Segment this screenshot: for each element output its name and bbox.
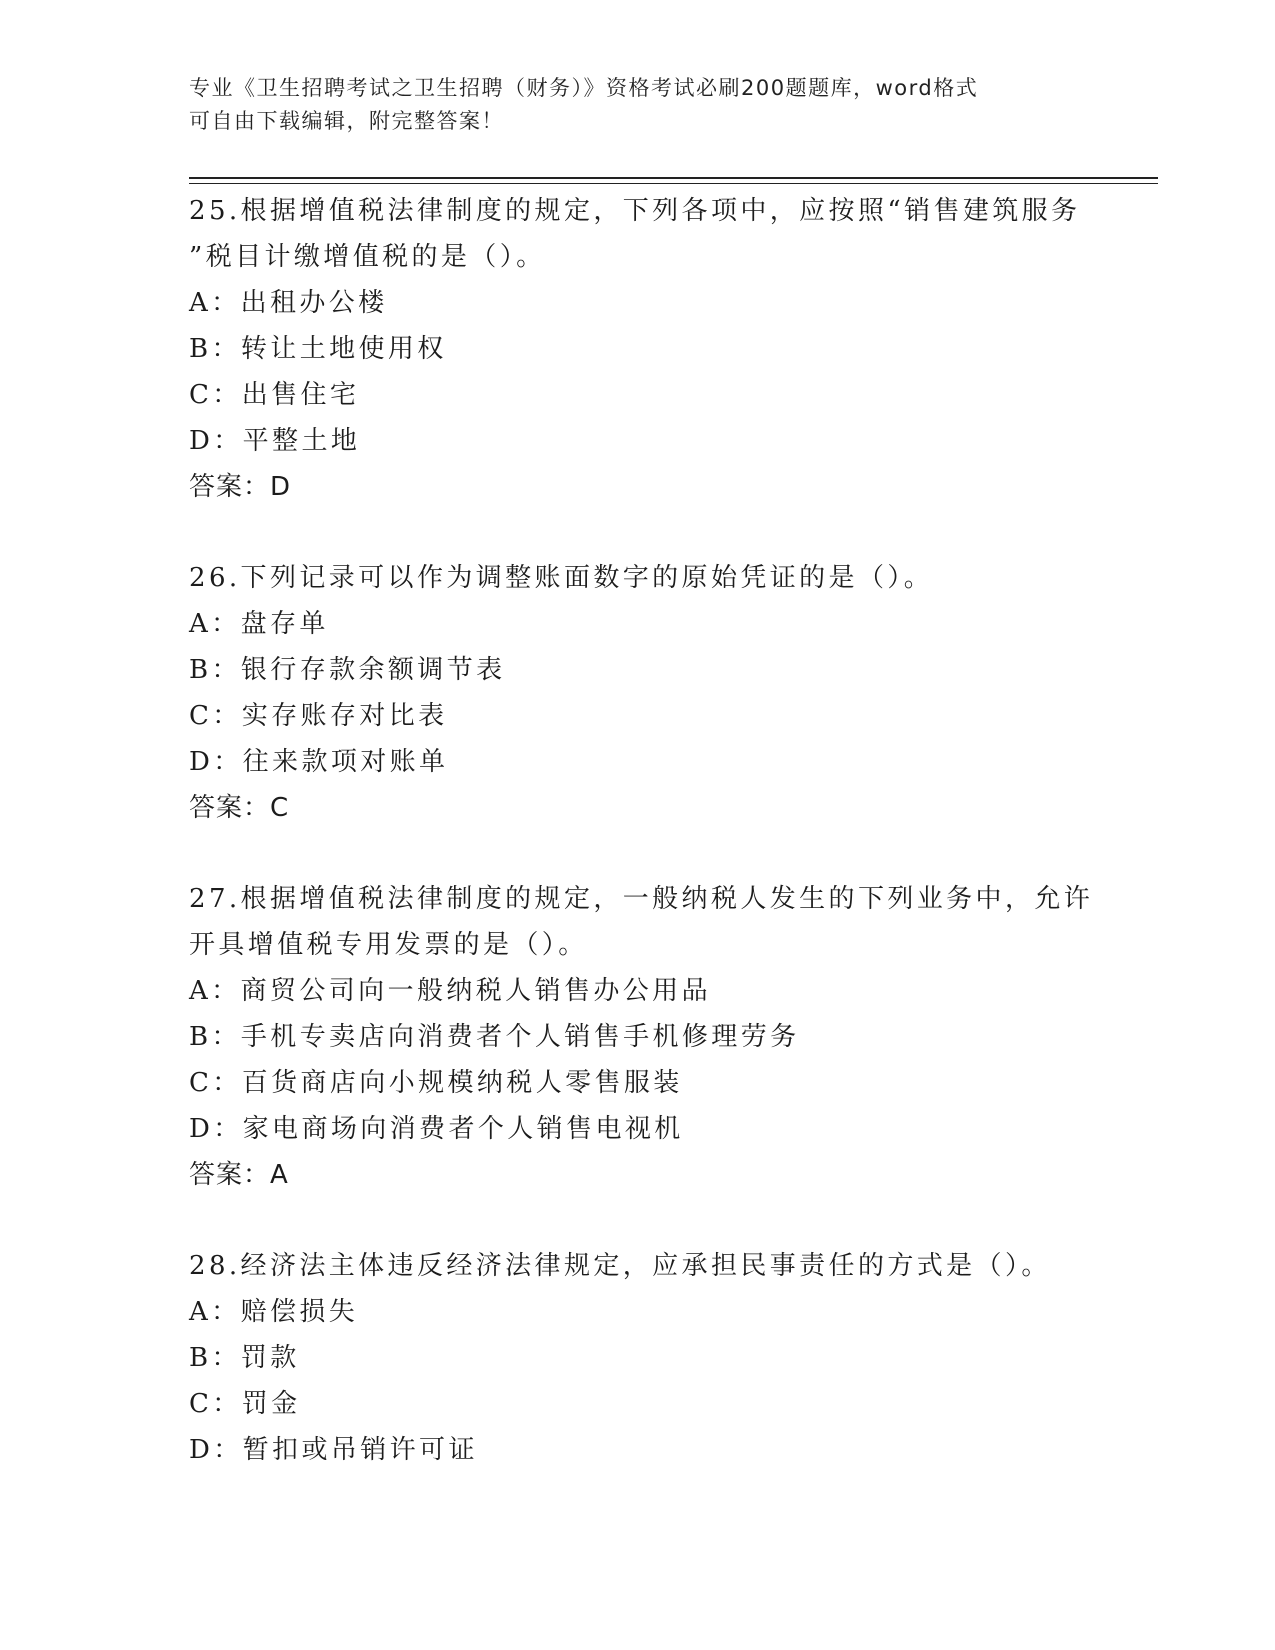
option-d: D：家电商场向消费者个人销售电视机 bbox=[189, 1114, 684, 1144]
option-a: A：盘存单 bbox=[189, 609, 329, 639]
question-28 bbox=[189, 1243, 1089, 1473]
option-b: B：银行存款余额调节表 bbox=[189, 655, 506, 685]
option-c: C：出售住宅 bbox=[189, 380, 360, 410]
question-stem-line: ”税目计缴增值税的是（）。 bbox=[189, 242, 546, 272]
option-d: D：暂扣或吊销许可证 bbox=[189, 1435, 478, 1465]
option-d: D：往来款项对账单 bbox=[189, 747, 449, 777]
option-c: C：罚金 bbox=[189, 1389, 301, 1419]
header-divider-thick bbox=[189, 177, 1158, 179]
question-stem-line: 28.经济法主体违反经济法律规定，应承担民事责任的方式是（）。 bbox=[189, 1251, 1051, 1281]
header-line-2: 可自由下载编辑，附完整答案！ bbox=[189, 109, 504, 133]
option-a: A：出租办公楼 bbox=[189, 288, 388, 318]
option-a: A：赔偿损失 bbox=[189, 1297, 359, 1327]
header-line-1: 专业《卫生招聘考试之卫生招聘（财务）》资格考试必刷200题题库，word格式 bbox=[189, 76, 979, 100]
question-26 bbox=[189, 555, 1089, 831]
option-b: B：罚款 bbox=[189, 1343, 300, 1373]
answer-line: 答案：A bbox=[189, 1160, 289, 1190]
option-c: C：百货商店向小规模纳税人零售服装 bbox=[189, 1068, 683, 1098]
question-27 bbox=[189, 876, 1094, 1198]
option-d: D：平整土地 bbox=[189, 426, 361, 456]
option-b: B：转让土地使用权 bbox=[189, 334, 447, 364]
option-b: B：手机专卖店向消费者个人销售手机修理劳务 bbox=[189, 1022, 800, 1052]
header-divider-thin bbox=[189, 183, 1158, 184]
option-c: C：实存账存对比表 bbox=[189, 701, 448, 731]
question-spacer bbox=[189, 1198, 1089, 1243]
question-stem-line: 26.下列记录可以作为调整账面数字的原始凭证的是（）。 bbox=[189, 563, 934, 593]
option-a: A：商贸公司向一般纳税人销售办公用品 bbox=[189, 976, 711, 1006]
document-header bbox=[189, 72, 1089, 138]
question-stem-line: 开具增值税专用发票的是（）。 bbox=[189, 930, 588, 960]
question-list bbox=[189, 188, 1094, 1473]
question-stem-line: 27.根据增值税法律制度的规定，一般纳税人发生的下列业务中，允许 bbox=[189, 884, 1094, 914]
question-stem-line: 25.根据增值税法律制度的规定，下列各项中，应按照“销售建筑服务 bbox=[189, 196, 1081, 226]
question-spacer bbox=[189, 831, 1089, 876]
question-spacer bbox=[189, 510, 1089, 555]
question-25 bbox=[189, 188, 1089, 510]
answer-line: 答案：C bbox=[189, 793, 290, 823]
answer-line: 答案：D bbox=[189, 472, 292, 502]
